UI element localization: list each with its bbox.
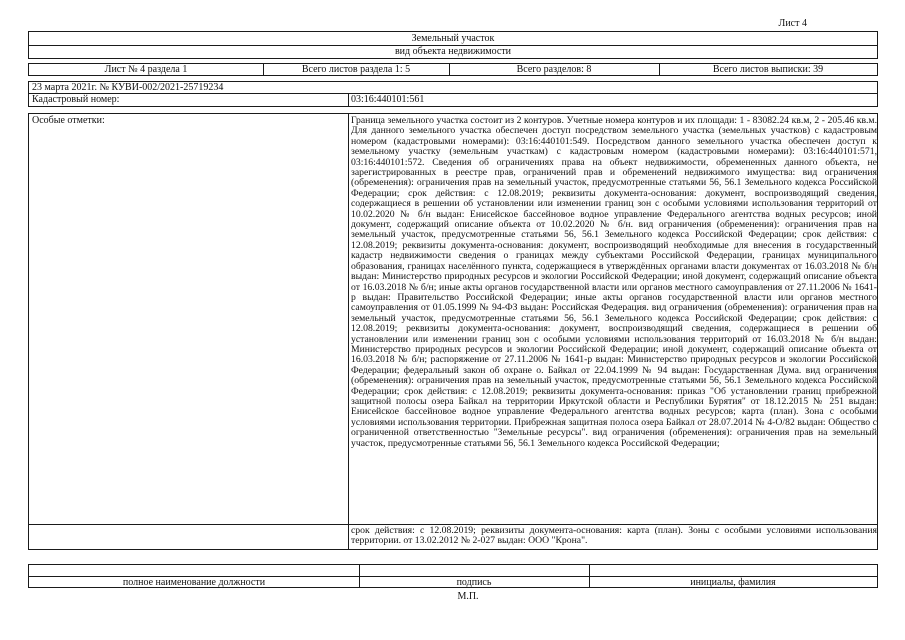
- object-type-title: Земельный участок: [411, 33, 495, 44]
- position-label: полное наименование должности: [122, 577, 266, 588]
- special-notes-block: [28, 113, 878, 550]
- pagination-row: [28, 63, 878, 76]
- total-sheets-extract: Всего листов выписки: 39: [712, 64, 824, 75]
- cadastral-label: Кадастровый номер:: [32, 94, 120, 105]
- date-number: 23 марта 2021г. № КУВИ-002/2021-25719234: [32, 82, 224, 93]
- date-number-row: [28, 81, 878, 94]
- initials-label: инициалы, фамилия: [690, 577, 776, 588]
- cadastral-row: [28, 94, 878, 107]
- special-notes-text: Граница земельного участка состоит из 2 контуров. Учетные номера контуров и их площади: 1 - 83082.24 кв.м, 2 - 205.46 кв.м. Для данного земельного участка обеспечен доступ посредством земельного участка (земельных участков) с кадастровым номером (кадастровыми номерами): 03:16:440101:549. Посредством данного земельного участка обеспечен доступ к земельному участку (земельным участкам) с кадастровым номером (кадастровыми номерами): 03:16:440101:571, 03:16:440101:572. Сведения об ограничениях права на объект недвижимости, обремененных данного объекта, не зарегистрированных в реестре прав, ограничений прав и обременений недвижимого имущества: вид ограничения (обременения): ограничения прав на земельный участок, предусмотренные статьями 56, 56.1 Земельного кодекса Российской Федерации; срок действия: с 12.08.2019; реквизиты документа-основания: документ, воспроизводящий сведения, содержащиеся в решении об установлении или изменении границ зон с особыми условиями использования территорий от 10.02.2020 № б/н выдан: Енисейское бассейновое водное управление Федерального агентства водных ресурсов; иной документ, содержащий описание объекта от 10.02.2020 № б/н. вид ограничения (обременения): ограничения прав на земельный участок, предусмотренные статьями 56, 56.1 Земельного кодекса Российской Федерации; срок действия: с 12.08.2019; реквизиты документа-основания: документ, воспроизводящий необходимые для внесения в государственный кадастр недвижимости сведения о границах между субъектами Российской Федерации, границах муниципального образования, границах населённого пункта, содержащиеся в утверждённых органами власти документах от 16.03.2018 № б/н выдан: Министерство природных ресурсов и экологии Российской Федерации; иной документ, содержащий описание объекта от 16.03.2018 № б/н; иные акты органов государственной власти или органов местного самоуправления от 27.11.2006 № 1641-р выдан: Правительство Российской Федерации; иные акты органов государственной власти или органов местного самоуправления от 01.05.1999 № 94-ФЗ выдан: Российская Федерация. вид ограничения (обременения): ограничения прав на земельный участок, предусмотренные статьями 56, 56.1 Земельного кодекса Российской Федерации; срок действия: с 12.08.2019; реквизиты документа-основания: документ, воспроизводящий сведения, содержащиеся в решении об установлении или изменении границ зон с особыми условиями использования территорий от 16.03.2018 № б/н выдан: Министерство природных ресурсов и экологии Российской Федерации; иной документ, содержащий описание объекта от 16.03.2018 № б/н; распоряжение от 27.11.2006 № 1641-р выдан: Министерство природных ресурсов и экологии Российской Федерации; федеральный закон об охране о. Байкал от 22.04.1999 № 94 выдан: Государственная Дума. вид ограничения (обременения): ограничения прав на земельный участок, предусмотренные статьями 56, 56.1 Земельного кодекса Российской Федерации; срок действия: с 12.08.2019; реквизиты документа-основания: приказ "Об установлении границ прибрежной защитной полосы озера Байкал на территории Иркутской области и Республики Бурятия" от 18.12.2015 № 251 выдан: Енисейское бассейновое водное управление Федерального агентства водных ресурсов; карта (план). Зона с особыми условиями использования территории. Прибрежная защитная полоса озера Байкал от 28.07.2014 № 4-О/82 выдан: Общество с ограниченной ответственностью "Земельные ресурсы". вид ограничения (обременения): ограничения прав на земельный участок, предусмотренные статьями 56, 56.1 Земельного кодекса Российской Федерации;: [351, 116, 877, 449]
- object-type-subtitle: вид объекта недвижимости: [394, 46, 512, 57]
- total-sheets-section: Всего листов раздела 1: 5: [301, 64, 411, 75]
- special-notes-continuation: срок действия: с 12.08.2019; реквизиты документа-основания: карта (план). Зоны с особыми условиями использования территории. от 13.02.2012 № 2-027 выдан: ООО "Крона".: [351, 526, 877, 547]
- sheet-label: Лист 4: [778, 18, 807, 29]
- signature-label: подпись: [456, 577, 492, 588]
- signature-table: [28, 564, 878, 588]
- stamp-label: М.П.: [457, 591, 479, 602]
- special-notes-label: Особые отметки:: [32, 115, 105, 126]
- object-type-header: [28, 31, 878, 59]
- total-sections: Всего разделов: 8: [516, 64, 592, 75]
- cadastral-value: 03:16:440101:561: [351, 94, 425, 105]
- sheet-of-section: Лист № 4 раздела 1: [104, 64, 188, 75]
